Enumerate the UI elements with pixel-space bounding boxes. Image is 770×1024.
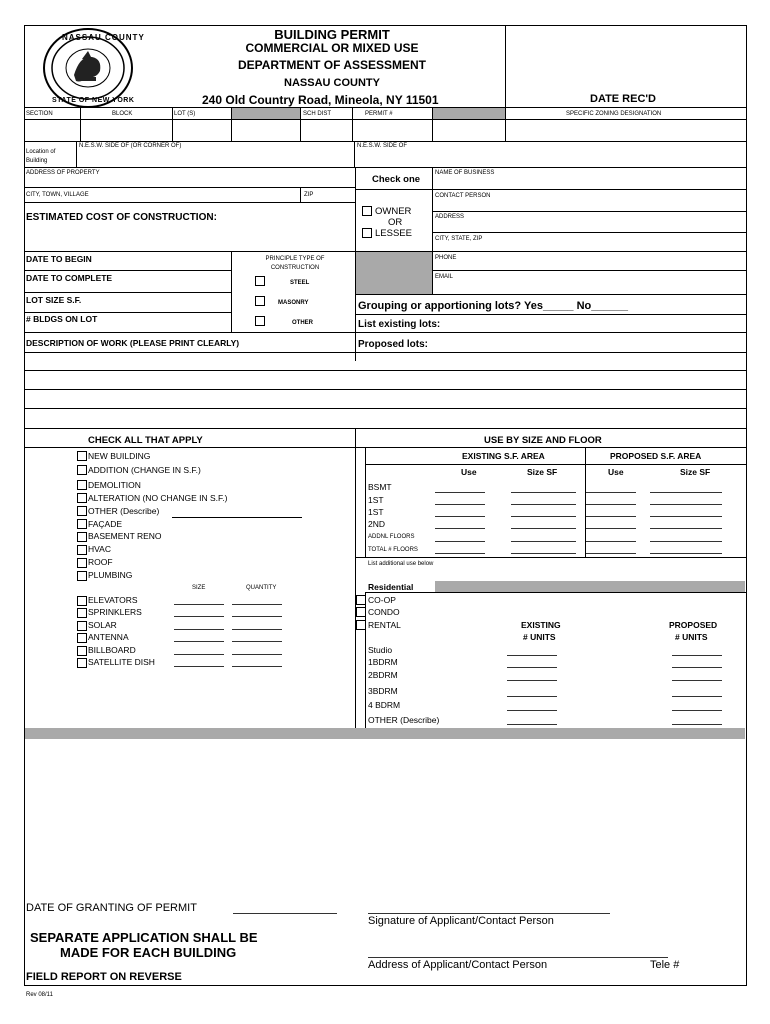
existing-use-header: Use [461,467,477,477]
list-additional-label: List additional use below [368,561,434,567]
demolition-checkbox[interactable] [77,480,87,490]
sch-dist-label: SCH DIST [303,111,332,117]
co-op-label: CO-OP [368,595,396,605]
other-label: OTHER [292,320,313,326]
owner-label: OWNER [375,206,412,217]
proposed-units-header-2: # UNITS [675,632,708,642]
phone-label: PHONE [435,255,457,261]
section-input[interactable] [25,120,79,140]
lots-gray-cell [232,108,300,119]
field-report-label: FIELD REPORT ON REVERSE [26,971,182,983]
residential-title: Residential [368,582,414,592]
section-divider-bar [25,728,745,739]
antenna-checkbox[interactable] [77,633,87,643]
nesw-corner-label: N.E.S.W. SIDE OF (OR CORNER OF) [79,143,182,149]
nesw-side-label: N.E.S.W. SIDE OF [357,143,408,149]
proposed-use-header: Use [608,467,624,477]
dates-gray-cell [356,252,432,294]
satellite-dish-checkbox[interactable] [77,658,87,668]
seal-bottom-text: STATE OF NEW YORK [52,97,135,104]
property-address-label: ADDRESS OF PROPERTY [26,170,100,176]
zoning-input[interactable] [506,120,744,140]
condo-checkbox[interactable] [356,607,366,617]
floor-total: TOTAL # FLOORS [368,547,418,553]
floor-addnl: ADDNL FLOORS [368,534,415,540]
principle-type-label: PRINCIPLE TYPE OF CONSTRUCTION [265,256,325,271]
co-op-checkbox[interactable] [356,595,366,605]
antenna-size[interactable] [174,641,224,642]
rental-label: RENTAL [368,620,401,630]
demolition-label: DEMOLITION [88,480,141,490]
date-complete-label: DATE TO COMPLETE [26,273,113,283]
other-describe-checkbox[interactable] [77,506,87,516]
existing-units-header-2: # UNITS [523,632,556,642]
grouping-label: Grouping or apportioning lots? Yes_____ No______ [358,300,628,312]
existing-lots-label: List existing lots: [358,319,441,330]
floor-2nd: 2ND [368,519,386,529]
basement-reno-checkbox[interactable] [77,532,87,542]
city-state-zip-label: CITY, STATE, ZIP [435,236,483,242]
new-building-checkbox[interactable] [77,451,87,461]
alteration-checkbox[interactable] [77,493,87,503]
address-applicant-label: Address of Applicant/Contact Person [368,959,548,971]
separate-line-1: SEPARATE APPLICATION SHALL BE [30,930,258,945]
zoning-label: SPECIFIC ZONING DESIGNATION [566,111,662,117]
date-granting-line[interactable] [233,913,337,914]
sprinklers-quantity[interactable] [232,616,282,617]
plumbing-checkbox[interactable] [77,571,87,581]
section-label: SECTION [26,111,53,117]
existing-units-header-1: EXISTING [521,620,561,630]
billboard-label: BILLBOARD [88,645,136,655]
solar-checkbox[interactable] [77,621,87,631]
owner-checkbox[interactable] [362,206,372,216]
existing-size-header: Size SF [527,467,558,477]
addition-checkbox[interactable] [77,465,87,475]
hvac-label: HVAC [88,544,111,554]
solar-label: SOLAR [88,620,117,630]
facade-checkbox[interactable] [77,519,87,529]
condo-label: CONDO [368,607,400,617]
signature-label: Signature of Applicant/Contact Person [368,915,554,927]
or-label: OR [388,217,403,228]
alteration-label: ALTERATION (NO CHANGE IN S.F.) [88,493,228,503]
seal-top-text: NASSAU COUNTY [62,33,145,42]
date-granting-label: DATE OF GRANTING OF PERMIT [26,902,197,914]
unit-other: OTHER (Describe) [368,715,440,725]
revision-label: Rev 08/11 [26,992,53,998]
bldgs-label: # BLDGS ON LOT [26,314,98,324]
signature-line[interactable] [368,913,610,914]
check-all-title: CHECK ALL THAT APPLY [88,435,203,446]
unit-4bdrm: 4 BDRM [368,700,401,710]
size-header: SIZE [192,585,206,591]
date-recd-label: DATE REC'D [590,93,656,105]
unit-studio: Studio [368,645,393,655]
rental-checkbox[interactable] [356,620,366,630]
location-label: Location of Building [26,149,56,164]
other-checkbox[interactable] [255,316,265,326]
antenna-label: ANTENNA [88,632,129,642]
title-county: NASSAU COUNTY [284,77,380,89]
city-label: CITY, TOWN, VILLAGE [26,192,89,198]
lessee-checkbox[interactable] [362,228,372,238]
satellite-dish-size[interactable] [174,666,224,667]
lots-label: LOT (S) [174,111,196,117]
steel-label: STEEL [290,280,310,286]
sprinklers-checkbox[interactable] [77,608,87,618]
address-applicant-line[interactable] [368,957,668,958]
roof-label: ROOF [88,557,113,567]
title-address: 240 Old Country Road, Mineola, NY 11501 [202,93,439,107]
masonry-label: MASONRY [278,300,309,306]
solar-quantity[interactable] [232,629,282,630]
title-department: DEPARTMENT OF ASSESSMENT [237,58,426,72]
other-describe-line[interactable] [172,517,302,518]
hvac-checkbox[interactable] [77,545,87,555]
estimated-cost-label: ESTIMATED COST OF CONSTRUCTION: [26,212,217,223]
permit-gray-cell [433,108,505,119]
proposed-units-header-1: PROPOSED [669,620,718,630]
elevators-checkbox[interactable] [77,596,87,606]
elevators-label: ELEVATORS [88,595,138,605]
elevators-quantity[interactable] [232,604,282,605]
elevators-size[interactable] [174,604,224,605]
block-label: BLOCK [112,111,133,117]
billboard-size[interactable] [174,654,224,655]
lessee-label: LESSEE [375,228,412,239]
plumbing-label: PLUMBING [88,570,133,580]
basement-reno-label: BASEMENT RENO [88,531,162,541]
satellite-dish-quantity[interactable] [232,666,282,667]
date-begin-label: DATE TO BEGIN [26,254,92,264]
antenna-quantity[interactable] [232,641,282,642]
title-commercial: COMMERCIAL OR MIXED USE [245,41,419,55]
floor-1st-b: 1ST [368,507,384,517]
steel-checkbox[interactable] [255,276,265,286]
facade-label: FAÇADE [88,519,123,529]
tele-label: Tele # [650,959,680,971]
email-label: EMAIL [435,274,454,280]
use-by-size-title: USE BY SIZE AND FLOOR [484,435,602,446]
proposed-lots-label: Proposed lots: [358,339,429,350]
new-building-label: NEW BUILDING [88,451,151,461]
quantity-header: QUANTITY [246,585,277,591]
billboard-quantity[interactable] [232,654,282,655]
proposed-size-header: Size SF [680,467,711,477]
floor-1st-a: 1ST [368,495,384,505]
zip-label: ZIP [304,192,314,198]
unit-2bdrm: 2BDRM [368,670,398,680]
residential-gray-bar [435,581,745,592]
solar-size[interactable] [174,629,224,630]
billboard-checkbox[interactable] [77,646,87,656]
sprinklers-size[interactable] [174,616,224,617]
check-one-label: Check one [372,174,421,185]
satellite-dish-label: SATELLITE DISH [88,657,155,667]
address-label: ADDRESS [435,214,465,220]
county-seal [42,27,145,109]
title-building-permit: BUILDING PERMIT [274,27,390,42]
proposed-area-header: PROPOSED S.F. AREA [610,451,702,461]
masonry-checkbox[interactable] [255,296,265,306]
lot-size-label: LOT SIZE S.F. [26,295,82,305]
roof-checkbox[interactable] [77,558,87,568]
block-input[interactable] [81,120,171,140]
permit-label: PERMIT # [365,111,393,117]
separate-line-2: MADE FOR EACH BUILDING [60,945,237,960]
description-input[interactable] [25,353,745,427]
other-describe-label: OTHER (Describe) [88,506,160,516]
addition-label: ADDITION (CHANGE IN S.F.) [88,465,201,475]
floor-bsmt: BSMT [368,482,392,492]
unit-1bdrm: 1BDRM [368,657,398,667]
sprinklers-label: SPRINKLERS [88,607,142,617]
description-label: DESCRIPTION OF WORK (PLEASE PRINT CLEARLY) [26,338,240,348]
business-name-label: NAME OF BUSINESS [435,170,495,176]
unit-3bdrm: 3BDRM [368,686,398,696]
contact-person-label: CONTACT PERSON [435,193,491,199]
existing-area-header: EXISTING S.F. AREA [462,451,545,461]
